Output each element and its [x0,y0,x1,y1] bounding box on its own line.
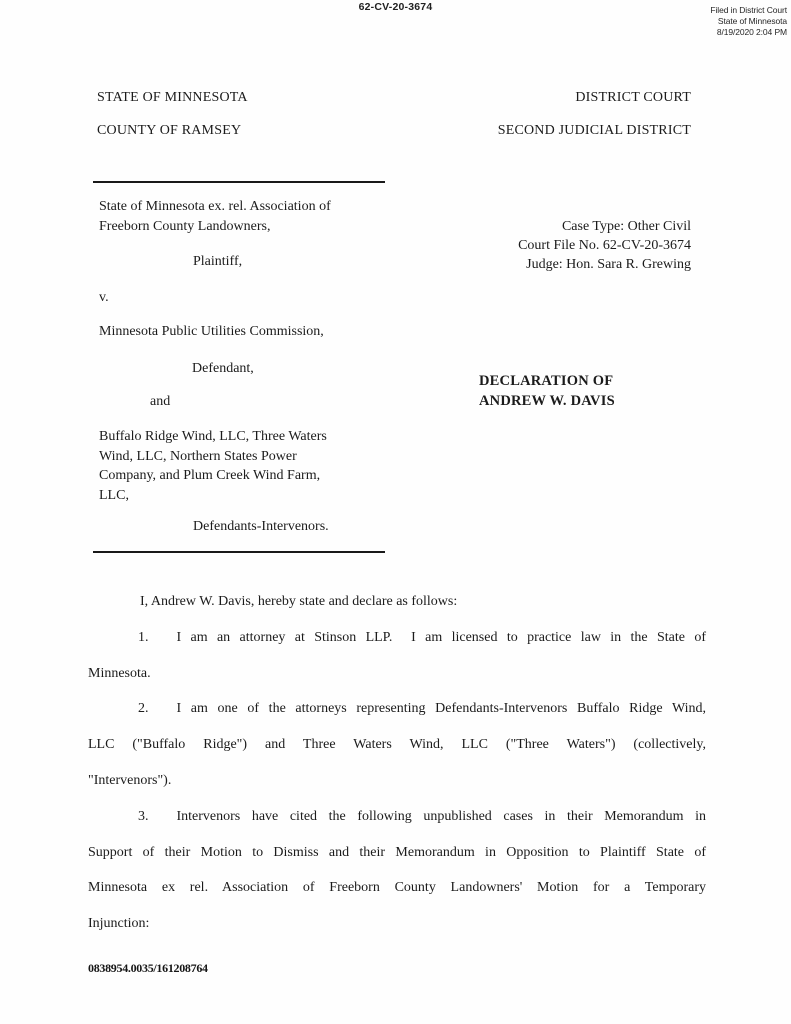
paragraph-line [88,799,706,835]
filing-stamp-line-2: State of Minnesota [717,16,787,26]
caption-rule-bottom [93,551,385,553]
court-header-row-2 [97,123,691,139]
case-info-type: Case Type: Other Civil [561,219,691,234]
paragraph-line: Minnesota ex rel. Association of Freeborn County Landowners' Motion for a Temporary [88,880,706,896]
paragraph-line [88,620,706,656]
caption-plaintiff-role: Plaintiff, [193,254,243,269]
caption-intervenor-name-line: Wind, LLC, Northern States Power [99,448,297,464]
caption-plaintiff-name-line: State of Minnesota ex. rel. Association of [99,199,331,214]
filing-stamp-line-3: 8/19/2020 2:04 PM [716,27,787,37]
caption-intervenor-name-line: Buffalo Ridge Wind, LLC, Three Waters [99,429,327,444]
body-paragraph-1 [88,620,706,692]
paragraph-line: Support of their Motion to Dismiss and their Memorandum in Opposition to Plaintiff State of [88,844,706,860]
paragraph-number: 2. [138,701,149,717]
caption-conjunction: and [150,394,171,409]
caption-intervenor-name-line: Company, and Plum Creek Wind Farm, [99,468,321,483]
paragraph-line: LLC ("Buffalo Ridge") and Three Waters Wind, LLC ("Three Waters") (collectively, [88,737,706,753]
body-paragraph-2 [88,691,706,798]
paragraph-text: I am an attorney at Stinson LLP. I am licensed to practice law in the State of [176,629,706,645]
caption-defendant-name: Minnesota Public Utilities Commission, [99,324,324,339]
filing-stamp-line-1: Filed in District Court [710,5,787,15]
paragraph-line: Minnesota. [88,665,151,681]
court-header-county: COUNTY OF RAMSEY [97,123,242,138]
paragraph-line: "Intervenors"). [88,772,172,788]
caption-intervenor-role: Defendants-Intervenors. [193,519,329,534]
paragraph-line [88,691,706,727]
document-title-line: ANDREW W. DAVIS [479,392,615,409]
paragraph-line: Injunction: [88,916,150,932]
case-info [518,217,691,274]
document-title [479,372,615,411]
document-title-line: DECLARATION OF [479,373,614,389]
declaration-body [88,584,706,942]
footer-document-id: 0838954.0035/161208764 [88,961,208,975]
body-paragraph-3 [88,799,706,942]
caption-intervenor-names [99,427,327,505]
paragraph-number: 3. [138,808,149,824]
paragraph-text: Intervenors have cited the following unpublished cases in their Memorandum in [176,808,706,824]
court-header-district: SECOND JUDICIAL DISTRICT [497,123,691,138]
caption-plaintiff-name-line: Freeborn County Landowners, [99,218,271,234]
caption-defendant-role: Defendant, [192,361,254,376]
filing-stamp [710,5,787,38]
court-header-court: DISTRICT COURT [575,90,691,105]
case-info-file-number: Court File No. 62-CV-20-3674 [518,238,691,253]
court-header-row-1 [97,90,691,106]
declaration-intro: I, Andrew W. Davis, hereby state and declare as follows: [140,594,458,609]
paragraph-text: I am one of the attorneys representing Defendants-Intervenors Buffalo Ridge Wind, [176,701,706,717]
caption-rule-top [93,181,385,183]
court-header-state: STATE OF MINNESOTA [97,90,248,105]
paragraph-number: 1. [138,629,149,645]
caption-versus: v. [99,290,109,305]
case-info-judge: Judge: Hon. Sara R. Grewing [526,257,691,272]
caption-plaintiff-name [99,197,331,236]
caption-intervenor-name-line: LLC, [99,487,129,503]
header-case-number: 62-CV-20-3674 [358,1,433,13]
